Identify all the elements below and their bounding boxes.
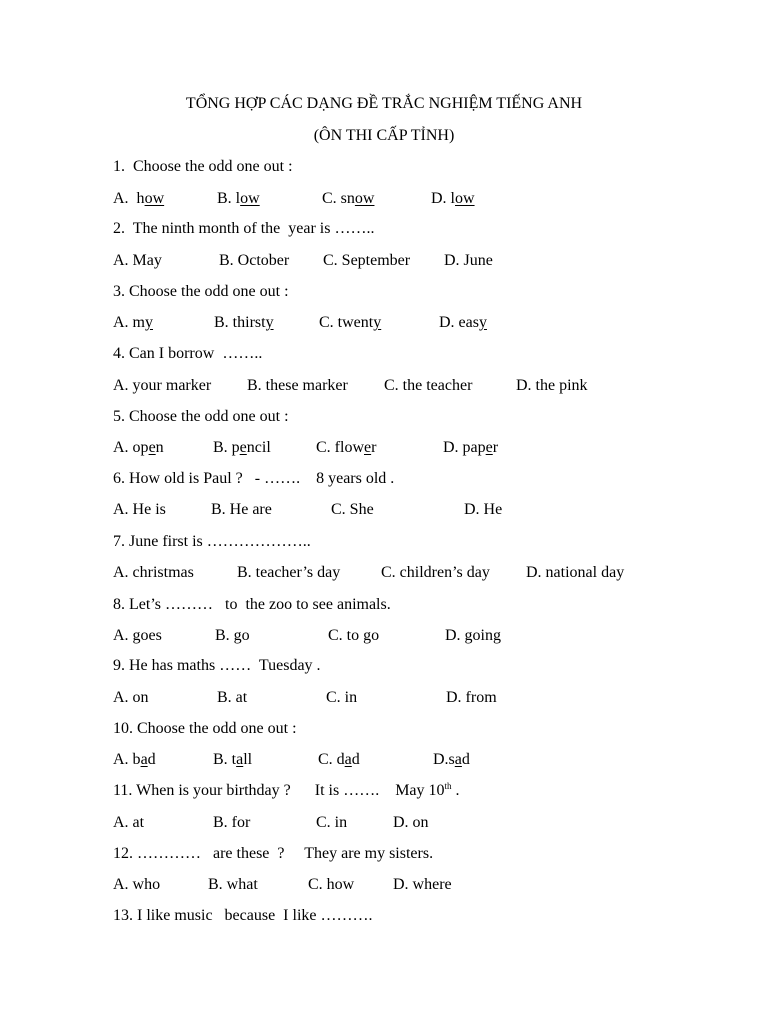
answer-option: [113, 438, 164, 458]
question-text: [113, 219, 374, 239]
option-text: B. p: [213, 439, 240, 456]
option-text: A. He is: [113, 501, 166, 518]
options-row: [113, 313, 673, 333]
option-text: B. at: [217, 689, 248, 706]
question-text-main: 7. June first is ………………..: [113, 533, 311, 550]
question-text-main: 5. Choose the odd one out :: [113, 408, 289, 425]
answer-option: [113, 500, 166, 520]
answer-option: [393, 813, 429, 833]
option-text: C. children’s day: [381, 564, 490, 581]
answer-option: [113, 376, 211, 396]
question-text-main: 10. Choose the odd one out :: [113, 720, 297, 737]
option-text: C. September: [323, 252, 411, 269]
answer-option: [316, 813, 347, 833]
underlined-letters: a: [140, 751, 148, 768]
question-text: [113, 656, 321, 676]
option-text: n: [155, 439, 164, 456]
option-text: ncil: [246, 439, 271, 456]
answer-option: [217, 688, 247, 708]
option-text: C. to go: [328, 627, 380, 644]
option-text: A. h: [113, 190, 145, 207]
answer-option: [217, 189, 260, 209]
answer-option: [316, 438, 376, 458]
underlined-letters: y: [478, 314, 487, 331]
underlined-letters: y: [373, 314, 382, 331]
answer-option: [323, 251, 410, 271]
option-text: A. May: [113, 252, 162, 269]
answer-option: [384, 376, 472, 396]
answer-option: [214, 313, 274, 333]
answer-option: [328, 626, 379, 646]
question-text-main: 11. When is your birthday ? It is ……. May 10: [113, 782, 445, 799]
options-row: [113, 500, 673, 520]
options-row: [113, 813, 673, 833]
question-text-main: 2. The ninth month of the year is ……..: [113, 220, 375, 237]
underlined-letters: ow: [144, 190, 165, 207]
question-text: [113, 532, 311, 552]
options-row: [113, 626, 673, 646]
question-text: [113, 157, 293, 177]
question-text-main: 13. I like music because I like ……….: [113, 907, 373, 924]
options-row: [113, 875, 673, 895]
page-subtitle: (ÔN THI CẤP TỈNH): [313, 127, 455, 144]
underlined-letters: ow: [240, 190, 260, 207]
option-text: C. how: [308, 876, 355, 893]
question-text: [113, 344, 262, 364]
question-text: [113, 719, 297, 739]
answer-option: [247, 376, 348, 396]
option-text: D. He: [464, 501, 503, 518]
answer-option: [211, 500, 272, 520]
question-text: [113, 282, 289, 302]
answer-option: [319, 313, 381, 333]
option-text: A. op: [113, 439, 149, 456]
option-text: C. in: [326, 689, 358, 706]
answer-option: [308, 875, 354, 895]
answer-option: [516, 376, 588, 396]
option-text: d: [351, 751, 360, 768]
question-text-main: 12. ………… are these ? They are my sisters.: [113, 845, 434, 862]
answer-option: [445, 626, 501, 646]
option-text: ll: [243, 751, 253, 768]
answer-option: [237, 563, 340, 583]
option-text: B. teacher’s day: [237, 564, 341, 581]
answer-option: [464, 500, 502, 520]
underlined-letters: e: [148, 439, 156, 456]
question-text-main: 3. Choose the odd one out :: [113, 283, 289, 300]
option-text: C. the teacher: [384, 377, 473, 394]
answer-option: [213, 438, 271, 458]
underlined-letters: e: [485, 439, 493, 456]
option-text: B. October: [219, 252, 290, 269]
option-text: D.s: [433, 751, 455, 768]
underlined-letters: a: [236, 751, 244, 768]
question-text: [113, 906, 373, 926]
answer-option: [439, 313, 487, 333]
options-row: [113, 438, 673, 458]
option-text: D. going: [445, 627, 501, 644]
answer-option: [113, 313, 153, 333]
option-text: A. b: [113, 751, 141, 768]
options-row: [113, 376, 673, 396]
underlined-letters: y: [265, 314, 274, 331]
question-text: [113, 844, 433, 864]
option-text: D. national day: [526, 564, 625, 581]
question-text: [113, 595, 391, 615]
answer-option: [113, 875, 160, 895]
option-text: D. June: [444, 252, 493, 269]
option-text: D. the pink: [516, 377, 588, 394]
option-text: d: [461, 751, 470, 768]
option-text: B. what: [208, 876, 258, 893]
question-text-main: 1. Choose the odd one out :: [113, 158, 293, 175]
option-text: C. She: [331, 501, 374, 518]
option-text: C. sn: [322, 190, 355, 207]
option-text: d: [147, 751, 156, 768]
question-text-main: 9. He has maths …… Tuesday .: [113, 657, 321, 674]
answer-option: [322, 189, 374, 209]
underlined-letters: ow: [455, 190, 475, 207]
answer-option: [213, 813, 250, 833]
answer-option: [215, 626, 250, 646]
option-text: A. who: [113, 876, 161, 893]
answer-option: [219, 251, 289, 271]
option-text: D. pap: [443, 439, 486, 456]
option-text: B. He are: [211, 501, 272, 518]
answer-option: [213, 750, 252, 770]
underlined-letters: y: [145, 314, 153, 331]
question-text-end: .: [451, 782, 460, 799]
option-text: D. where: [393, 876, 452, 893]
options-row: [113, 688, 673, 708]
underlined-letters: a: [344, 751, 352, 768]
underlined-letters: e: [364, 439, 372, 456]
options-row: [113, 251, 673, 271]
option-text: D. from: [446, 689, 497, 706]
answer-option: [113, 563, 194, 583]
options-row: [113, 750, 673, 770]
answer-option: [326, 688, 357, 708]
answer-option: [443, 438, 498, 458]
answer-option: [113, 688, 149, 708]
option-text: A. at: [113, 814, 145, 831]
question-text: [113, 407, 289, 427]
option-text: B. l: [217, 190, 241, 207]
answer-option: [113, 251, 162, 271]
option-text: B. t: [213, 751, 237, 768]
page-title: TỔNG HỢP CÁC DẠNG ĐỀ TRẮC NGHIỆM TIẾNG ANH: [185, 95, 583, 112]
answer-option: [393, 875, 452, 895]
option-text: B. for: [213, 814, 251, 831]
option-text: A. christmas: [113, 564, 194, 581]
option-text: C. flow: [316, 439, 364, 456]
option-text: B. go: [215, 627, 250, 644]
option-text: A. goes: [113, 627, 162, 644]
option-text: D. l: [431, 190, 455, 207]
answer-option: [208, 875, 258, 895]
option-text: A. your marker: [113, 377, 212, 394]
option-text: A. on: [113, 689, 149, 706]
superscript: th: [444, 781, 452, 791]
answer-option: [113, 189, 164, 209]
question-text-main: 4. Can I borrow ……..: [113, 345, 263, 362]
answer-option: [381, 563, 490, 583]
option-text: A. m: [113, 314, 145, 331]
question-text-main: 6. How old is Paul ? - ……. 8 years old .: [113, 470, 395, 487]
question-text: [113, 781, 460, 801]
answer-option: [318, 750, 360, 770]
underlined-letters: a: [454, 751, 462, 768]
options-row: [113, 189, 673, 209]
option-text: B. thirst: [214, 314, 266, 331]
option-text: C. d: [318, 751, 345, 768]
question-text-main: 8. Let’s ……… to the zoo to see animals.: [113, 596, 391, 613]
underlined-letters: e: [239, 439, 247, 456]
answer-option: [113, 750, 156, 770]
underlined-letters: ow: [354, 190, 375, 207]
answer-option: [113, 626, 162, 646]
option-text: C. in: [316, 814, 348, 831]
answer-option: [433, 750, 470, 770]
options-row: [113, 563, 673, 583]
question-text: [113, 469, 394, 489]
option-text: r: [492, 439, 499, 456]
answer-option: [526, 563, 624, 583]
answer-option: [444, 251, 493, 271]
answer-option: [446, 688, 497, 708]
option-text: D. eas: [439, 314, 479, 331]
option-text: r: [371, 439, 377, 456]
option-text: C. twent: [319, 314, 374, 331]
answer-option: [431, 189, 475, 209]
option-text: B. these marker: [247, 377, 348, 394]
answer-option: [113, 813, 144, 833]
option-text: D. on: [393, 814, 429, 831]
answer-option: [331, 500, 374, 520]
